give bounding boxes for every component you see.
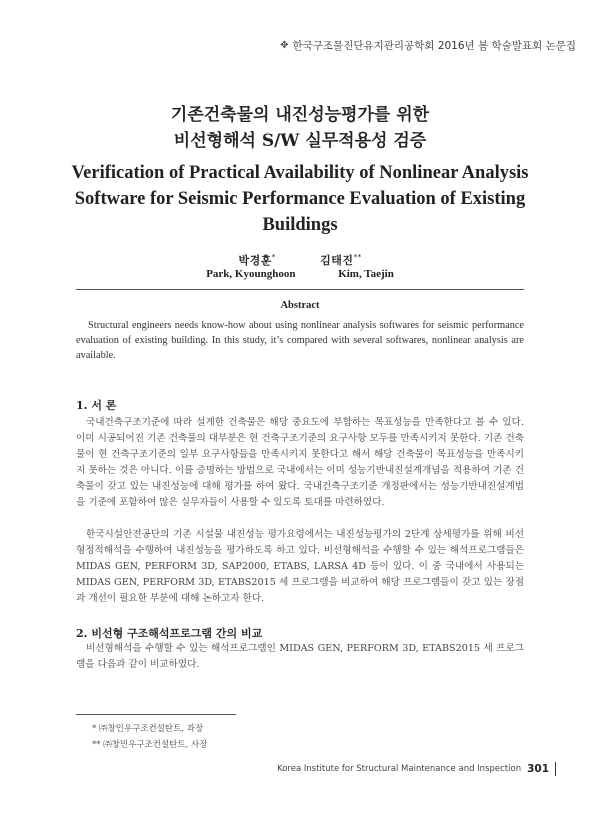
abstract-heading: Abstract (280, 300, 320, 311)
authors-english (0, 268, 600, 280)
english-title-line-1: Verification of Practical Availability of Nonlinear Analysis (71, 163, 529, 183)
section-1-paragraph-1: 국내건축구조기준에 따라 설계한 건축물은 해당 중요도에 부합하는 목표성능을 만족한다고 볼 수 있다. 이미 시공되어진 기존 건축물의 대부분은 현 건축구조기준의 요구사항 모두를 만족시키지 못한다. 기존 건축물이 현 건축구조기준의 일부 요구사항들을 만족시키지 못한다고 해서 해당 건축물이 목표성능을 만족시키지 못하는 것은 아니다. 이를 증명하는 방법으로 국내에서는 이미 성능기반내진설계개념을 적용하여 기존 건축물이 갖고 있는 내진성능에 대해 평가를 하여 왔다. 국내건축구조기준 개정판에서는 성능기반내진설계법을 기준에 포함하여 많은 실무자들이 사용할 수 있도록 토대를 마련하였다. (76, 417, 524, 508)
section-2-heading: 2. 비선형 구조해석프로그램 간의 비교 (76, 627, 263, 640)
korean-title-line-2: 비선형해석 S/W 실무적용성 검증 (173, 131, 427, 151)
header-text: 한국구조물진단유지관리공학회 2016년 봄 학술발표회 논문집 (292, 40, 576, 52)
korean-title (0, 102, 600, 154)
english-title (40, 160, 560, 238)
author-2-korean: 김태진** (320, 253, 362, 267)
footnote-divider (76, 714, 236, 715)
section-1-heading: 1. 서 론 (76, 399, 117, 412)
page-footer (277, 762, 556, 776)
header-ornament-icon: ✥ (280, 40, 289, 51)
section-1-paragraph-2: 한국시설안전공단의 기존 시설물 내진성능 평가요령에서는 내진성능평가의 2단계 상세평가를 위해 비선형정적해석을 수행하여 내진성능을 평가하도록 하고 있다. 비선형해석을 수행할 수 있는 해석프로그램들은 MIDAS GEN, PERFORM 3D, SAP2000, ETABS, LARSA 4D 등이 있다. 이 중 국내에서 사용되는 MIDAS GEN, PERFORM 3D, ETABS2015 세 프로그램을 비교하여 해당 프로그램들이 갖고 있는 장점과 개선이 필요한 부분에 대해 논하고자 한다. (76, 529, 524, 604)
abstract-text: Structural engineers needs know-how about using nonlinear analysis softwares for seismic performance evaluation of existing building. In this study, it’s compared with several softwares, nonlinear analysis are available. (76, 320, 524, 361)
footnote-2: ** ㈜창민우구조컨설탄트, 사장 (92, 740, 208, 750)
author-1-korean: 박경훈* (238, 253, 276, 267)
author-1-english: Park, Kyounghoon (206, 268, 296, 280)
divider (76, 289, 524, 290)
footnote-1: * ㈜창민우구조컨설탄트, 과장 (92, 724, 204, 734)
author-2-english: Kim, Taejin (338, 268, 394, 280)
english-title-line-3: Buildings (262, 215, 338, 235)
korean-title-line-1: 기존건축물의 내진성능평가를 위한 (170, 105, 430, 125)
footer-organization: Korea Institute for Structural Maintenance and Inspection (277, 764, 522, 774)
footer-bar (555, 762, 556, 776)
running-header (280, 38, 576, 53)
english-title-line-2: Software for Seismic Performance Evaluation of Existing (74, 189, 526, 209)
authors-korean (0, 252, 600, 268)
section-2-paragraph: 비선형해석을 수행할 수 있는 해석프로그램인 MIDAS GEN, PERFORM 3D, ETABS2015 세 프로그램을 다음과 같이 비교하였다. (76, 643, 524, 670)
page-number: 301 (527, 763, 549, 775)
